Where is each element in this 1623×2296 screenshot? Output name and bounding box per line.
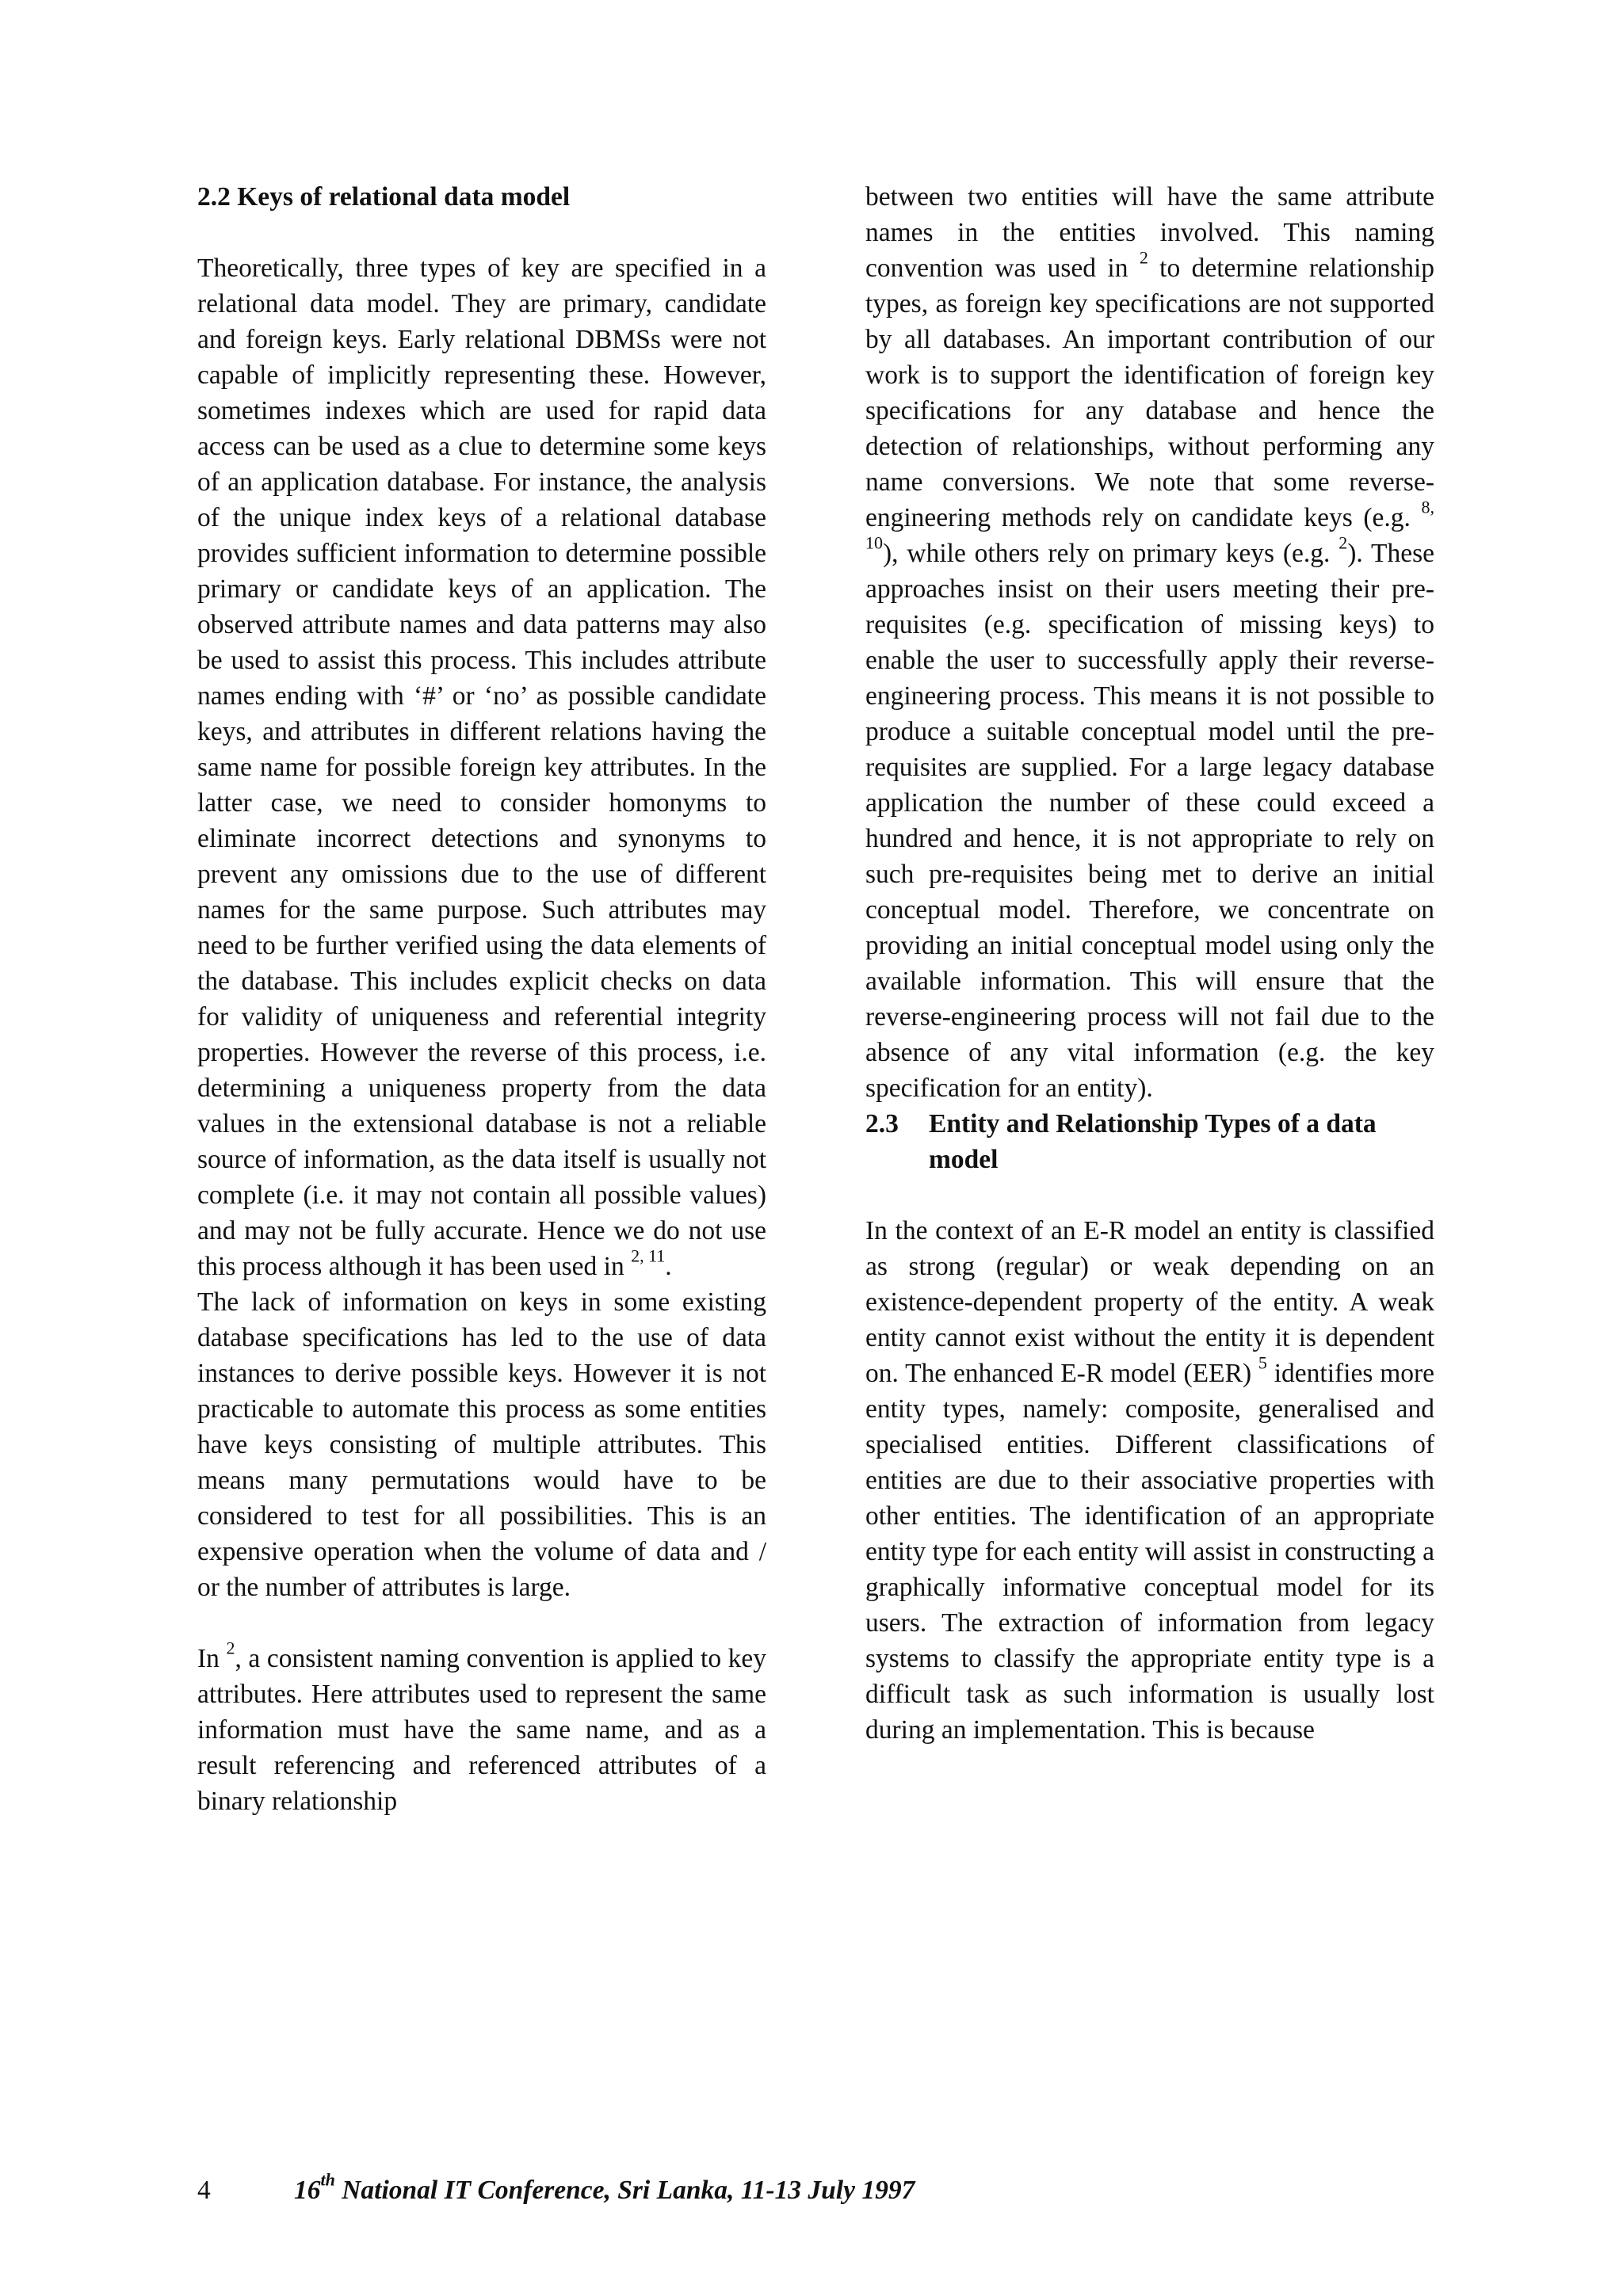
right-column: [865, 179, 1434, 1748]
paragraph-text: ). These approaches insist on their users meeting their pre-requisites (e.g. specification of missing keys) to enable the user to successfully apply their reverse-engineering process. This means it is not possible to produce a suitable conceptual model until the pre-requisites are supplied. For a large legacy database application the number of these could exceed a hundred and hence, it is not appropriate to rely on such pre-requisites being met to derive an initial conceptual model. Therefore, we concentrate on providing an initial conceptual model using only the available information. This will ensure that the reverse-engineering process will not fail due to the absence of any vital information (e.g. the key specification for an entity).: [865, 539, 1435, 1103]
paragraph-text: ), while others rely on primary keys (e.g.: [883, 539, 1331, 568]
left-column: [197, 179, 766, 1819]
conference-ordinal: 16: [294, 2176, 321, 2205]
page-number: 4: [197, 2176, 211, 2205]
paragraph-text: The lack of information on keys in some existing database specifications has led to the use of data instances to derive possible keys. However it is not practicable to automate this process as some entities have keys consisting of multiple attributes. This means many permutations would have to be considered to test for all possibilities. This is an expensive operation when the volume of data and / or the number of attributes is large.: [197, 1287, 766, 1602]
citation-ref: 2: [226, 1638, 235, 1658]
section-number: 2.3: [865, 1109, 899, 1138]
paragraph-text: , a consistent naming convention is applied to key attributes. Here attributes used to represent the same information must have the same name, and as a result referencing and referenced attributes of a binary relationship: [197, 1644, 767, 1816]
citation-ref: 8, 10: [865, 497, 1434, 553]
page-footer: [197, 2169, 915, 2208]
paragraph: [197, 1638, 767, 1819]
section-number: 2.2: [197, 182, 231, 212]
paragraph: [197, 1284, 766, 1605]
ordinal-suffix: th: [320, 2169, 335, 2190]
paragraph-text: to determine relationship types, as foreign key specifications are not supported by all databases. An important contribution of our work is to support the identification of foreign key specifications for any database and hence the detection of relationships, without performing any name conversions. We note that some reverse-engineering methods rely on candidate keys (e.g.: [865, 254, 1435, 532]
paragraph-text: Theoretically, three types of key are specified in a relational data model. They are primary, candidate and foreign keys. Early relational DBMSs were not capable of implicitly representing these. However, sometimes indexes which are used for rapid data access can be used as a clue to determine some keys of an application database. For instance, the analysis of the unique index keys of a relational database provides sufficient information to determine possible primary or candidate keys of an application. The observed attribute names and data patterns may also be used to assist this process. This includes attribute names ending with ‘#’ or ‘no’ as possible candidate keys, and attributes in different relations having the same name for possible foreign key attributes. In the latter case, we need to consider homonyms to eliminate incorrect detections and synonyms to prevent any omissions due to the use of different names for the same purpose. Such attributes may need to be further verified using the data elements of the database. This includes explicit checks on data for validity of uniqueness and referential integrity properties. However the reverse of this process, i.e. determining a uniqueness property from the data values in the extensional database is not a reliable source of information, as the data itself is usually not complete (i.e. it may not contain all possible values) and may not be fully accurate. Hence we do not use this process although it has been used in: [197, 254, 766, 1281]
paragraph-text: identifies more entity types, namely: composite, generalised and specialised entities. Different classifications of entities are due to their associative properties with other entities. The identification of an appropriate entity type for each entity will assist in constructing a graphically informative conceptual model for its users. The extraction of information from legacy systems to classify the appropriate entity type is a difficult task as such information is usually lost during an implementation. This is because: [865, 1359, 1435, 1745]
citation-ref: 2: [1139, 247, 1148, 268]
paragraph-text: between two entities will have the same attribute names in the entities involved. This naming convention was used in: [865, 182, 1434, 283]
paragraph: [197, 250, 766, 1284]
paragraph-text: In: [197, 1644, 220, 1673]
paragraph-text: .: [665, 1252, 672, 1281]
paragraph: [865, 1213, 1434, 1748]
paragraph-text: In the context of an E-R model an entity is classified as strong (regular) or weak depending on an existence-dependent property of the entity. A weak entity cannot exist without the entity it is dependent on. The enhanced E-R model (EER): [865, 1216, 1434, 1388]
citation-ref: 5: [1258, 1352, 1267, 1373]
paragraph: [865, 179, 1434, 1106]
section-heading-2-3: [865, 1106, 1434, 1177]
section-title: Keys of relational data model: [237, 182, 571, 212]
citation-ref: 2, 11: [631, 1245, 666, 1266]
conference-citation: [294, 2169, 915, 2205]
section-heading-2-2: [197, 179, 766, 215]
conference-text: National IT Conference, Sri Lanka, 11-13 July 1997: [342, 2176, 915, 2205]
citation-ref: 2: [1338, 532, 1348, 553]
section-title: Entity and Relationship Types of a data model: [929, 1109, 1377, 1174]
